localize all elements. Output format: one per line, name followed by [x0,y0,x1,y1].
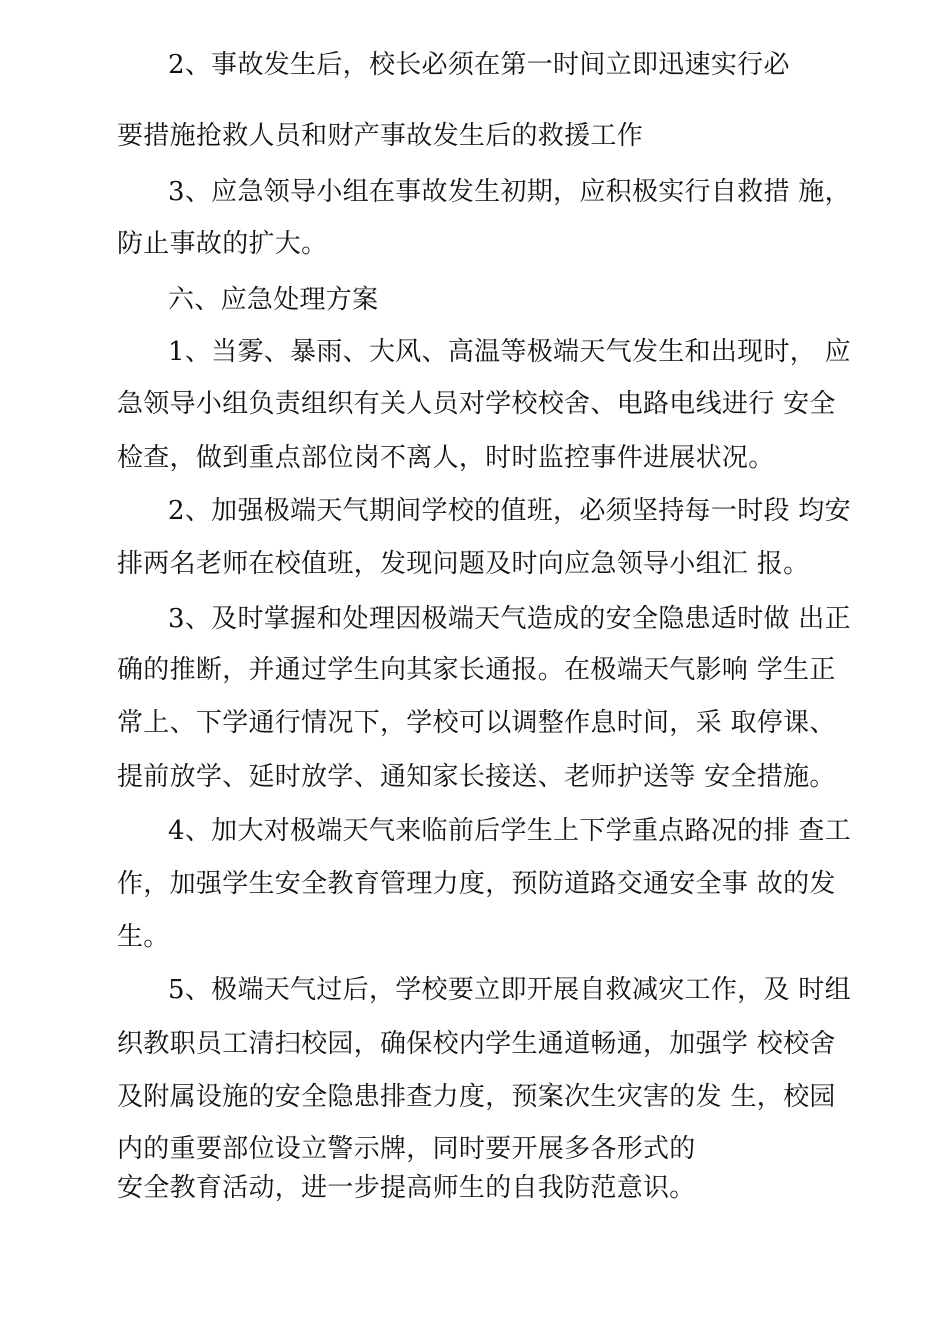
text-line: 3、及时掌握和处理因极端天气造成的安全隐患适时做 出正 [168,604,851,634]
section-heading: 六、应急处理方案 [168,285,379,315]
text-line: 1、当雾、暴雨、大风、高温等极端天气发生和出现时， 应 [168,337,851,367]
text-line: 织教职员工清扫校园，确保校内学生通道畅通，加强学 校校舍 [117,1029,836,1059]
text-line: 检查，做到重点部位岗不离人，时时监控事件进展状况。 [117,443,775,473]
text-line: 及附属设施的安全隐患排查力度，预案次生灾害的发 生，校园 [117,1082,836,1112]
text-line: 生。 [117,922,170,952]
text-line: 内的重要部位设立警示牌，同时要开展多各形式的 [117,1134,696,1164]
text-line: 4、加大对极端天气来临前后学生上下学重点路况的排 查工 [168,816,851,846]
text-line: 2、加强极端天气期间学校的值班，必须坚持每一时段 均安 [168,496,851,526]
text-line: 提前放学、延时放学、通知家长接送、老师护送等 安全措施。 [117,762,836,792]
text-line: 急领导小组负责组织有关人员对学校校舍、电路电线进行 安全 [117,389,836,419]
text-line: 3、应急领导小组在事故发生初期，应积极实行自救措 施， [168,177,851,207]
text-line: 排两名老师在校值班，发现问题及时向应急领导小组汇 报。 [117,549,810,579]
text-line: 作，加强学生安全教育管理力度，预防道路交通安全事 故的发 [117,869,836,899]
text-line: 5、极端天气过后，学校要立即开展自救减灾工作，及 时组 [168,975,851,1005]
text-line: 要措施抢救人员和财产事故发生后的救援工作 [117,121,644,151]
text-line: 确的推断，并通过学生向其家长通报。在极端天气影响 学生正 [117,655,836,685]
text-line: 2、事故发生后，校长必须在第一时间立即迅速实行必 [168,50,790,80]
text-line: 常上、下学通行情况下，学校可以调整作息时间，采 取停课、 [117,708,836,738]
text-line: 防止事故的扩大。 [117,229,328,259]
text-line: 安全教育活动，进一步提高师生的自我防范意识。 [117,1173,696,1203]
